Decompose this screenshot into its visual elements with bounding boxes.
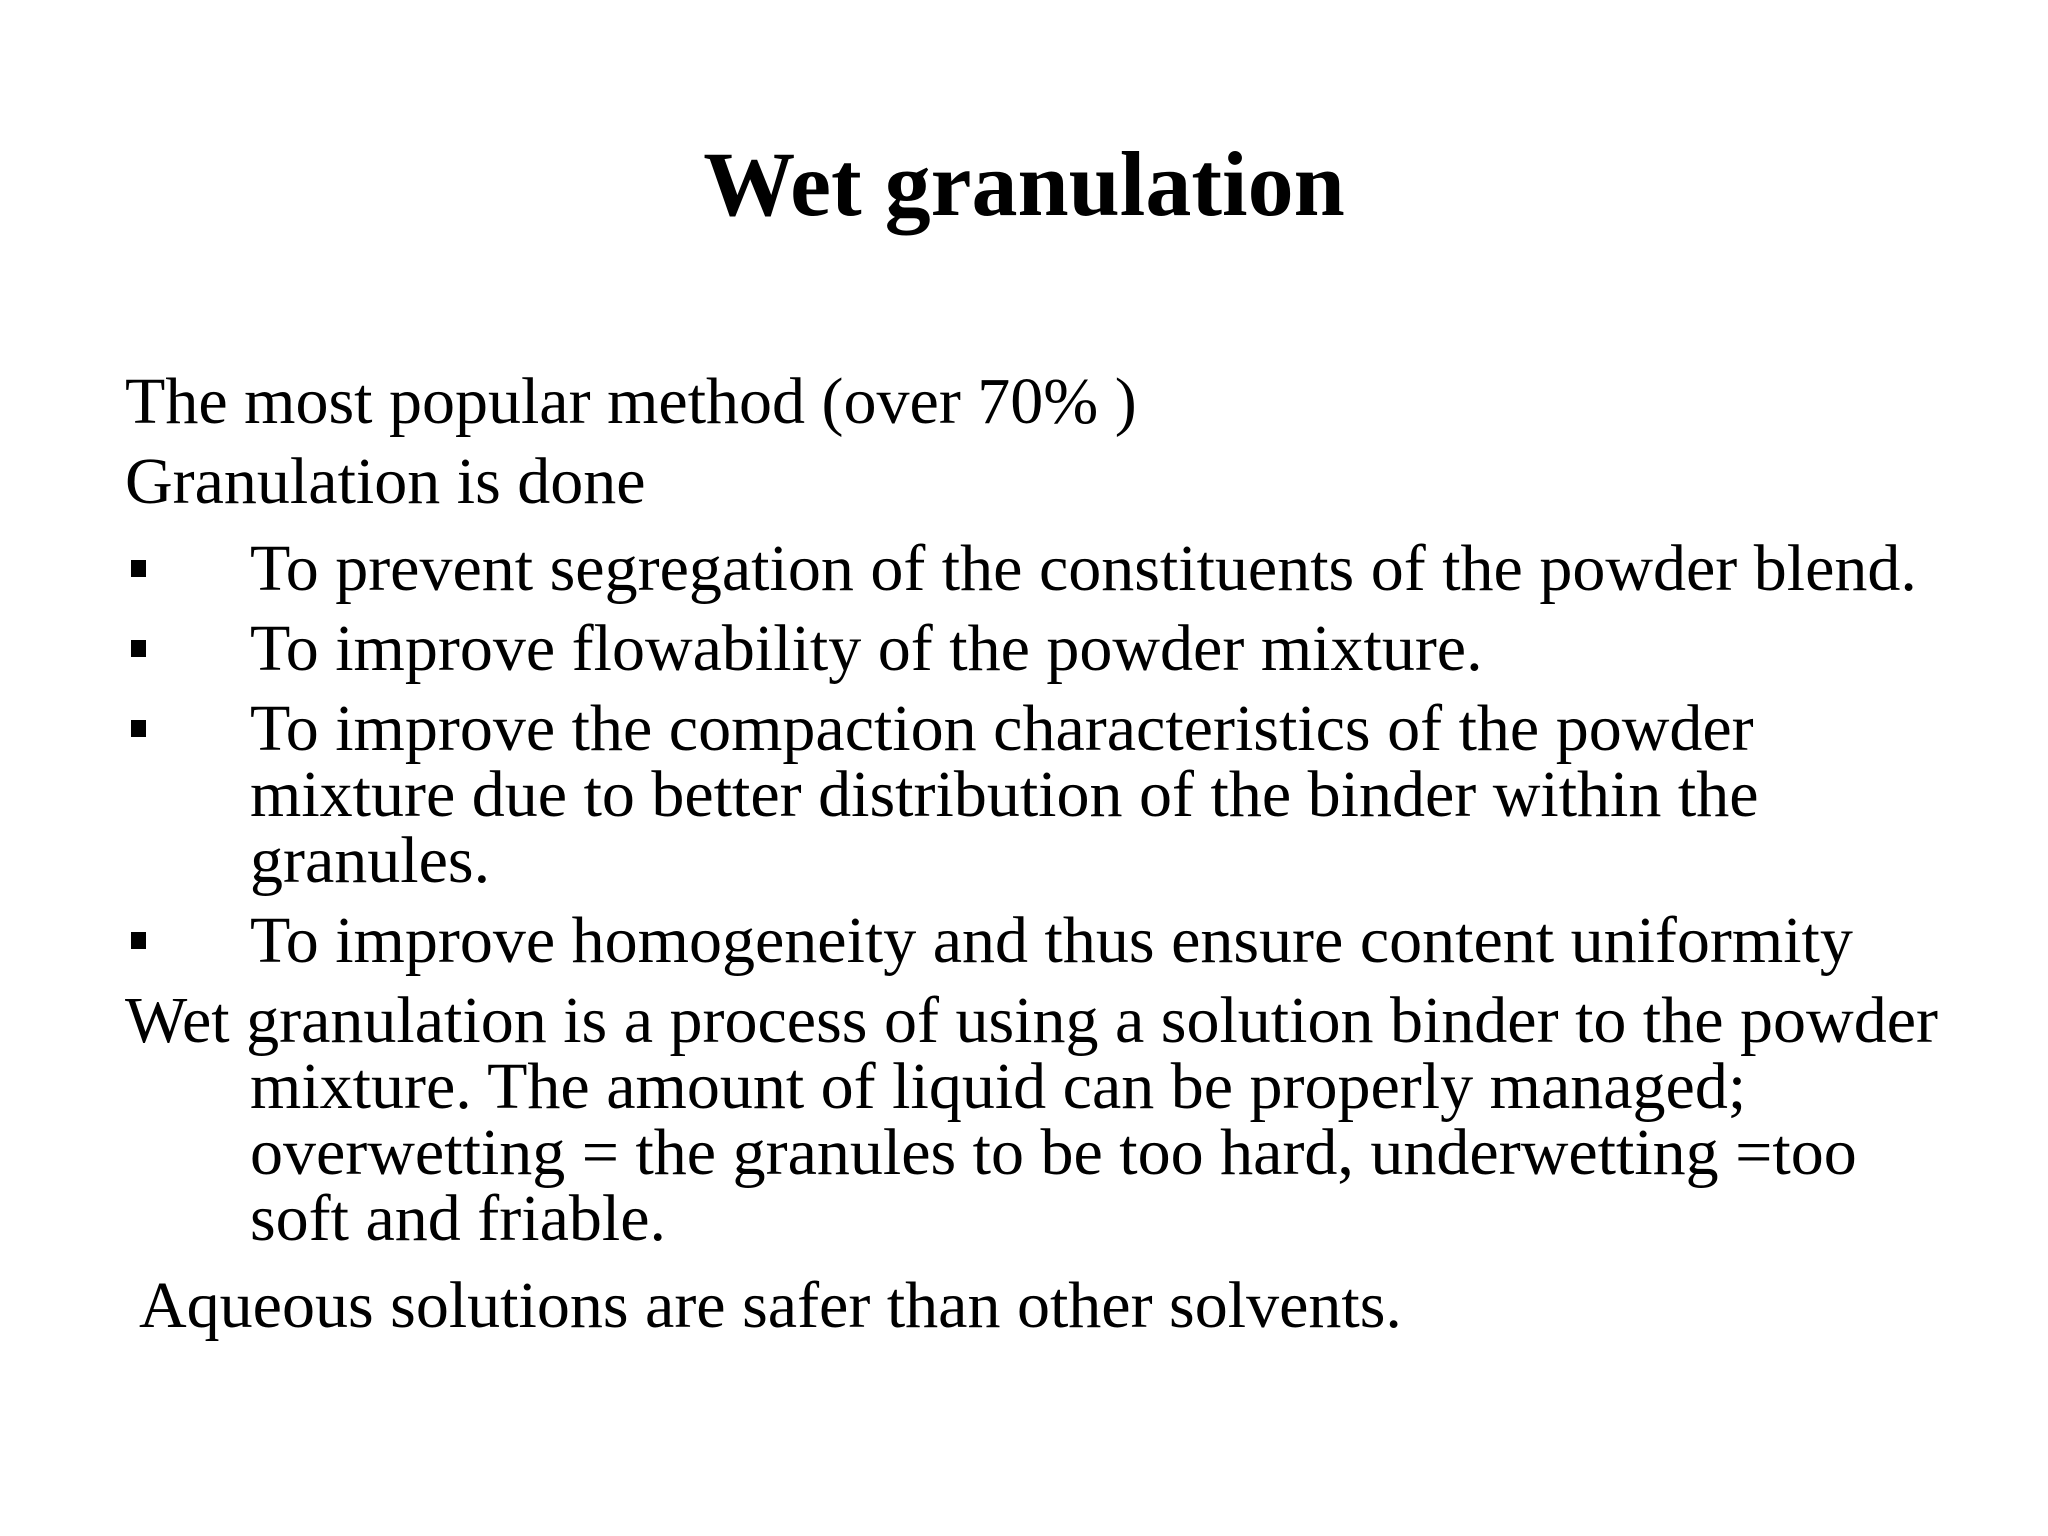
- bullet-item: [125, 612, 1955, 685]
- subheading-line: Granulation is done: [125, 445, 646, 518]
- square-bullet-icon: [131, 640, 146, 657]
- square-bullet-icon: [131, 932, 146, 949]
- slide-body: [125, 362, 1955, 1346]
- bullet-item: [125, 692, 1955, 897]
- definition-paragraph: Wet granulation is a process of using a solution binder to the powder mixture. The amount of liquid can be properly managed; overwetting = the granules to be too hard, underwetting =too soft and friable.: [125, 984, 1938, 1255]
- bullet-text: To improve homogeneity and thus ensure content uniformity: [250, 904, 1853, 977]
- slide-title: Wet granulation: [703, 133, 1345, 235]
- square-bullet-icon: [131, 720, 146, 737]
- bullet-text: To improve flowability of the powder mixture.: [250, 612, 1483, 685]
- intro-line: The most popular method (over 70% ): [125, 365, 1137, 438]
- bullet-item: [125, 904, 1955, 977]
- bullet-text: To improve the compaction characteristics of the powder mixture due to better distribution of the binder within the granules.: [250, 692, 1759, 897]
- bullet-item: [125, 532, 1955, 605]
- bullet-text: To prevent segregation of the constituents of the powder blend.: [250, 532, 1917, 605]
- square-bullet-icon: [131, 560, 146, 577]
- note-line: Aqueous solutions are safer than other solvents.: [139, 1269, 1402, 1342]
